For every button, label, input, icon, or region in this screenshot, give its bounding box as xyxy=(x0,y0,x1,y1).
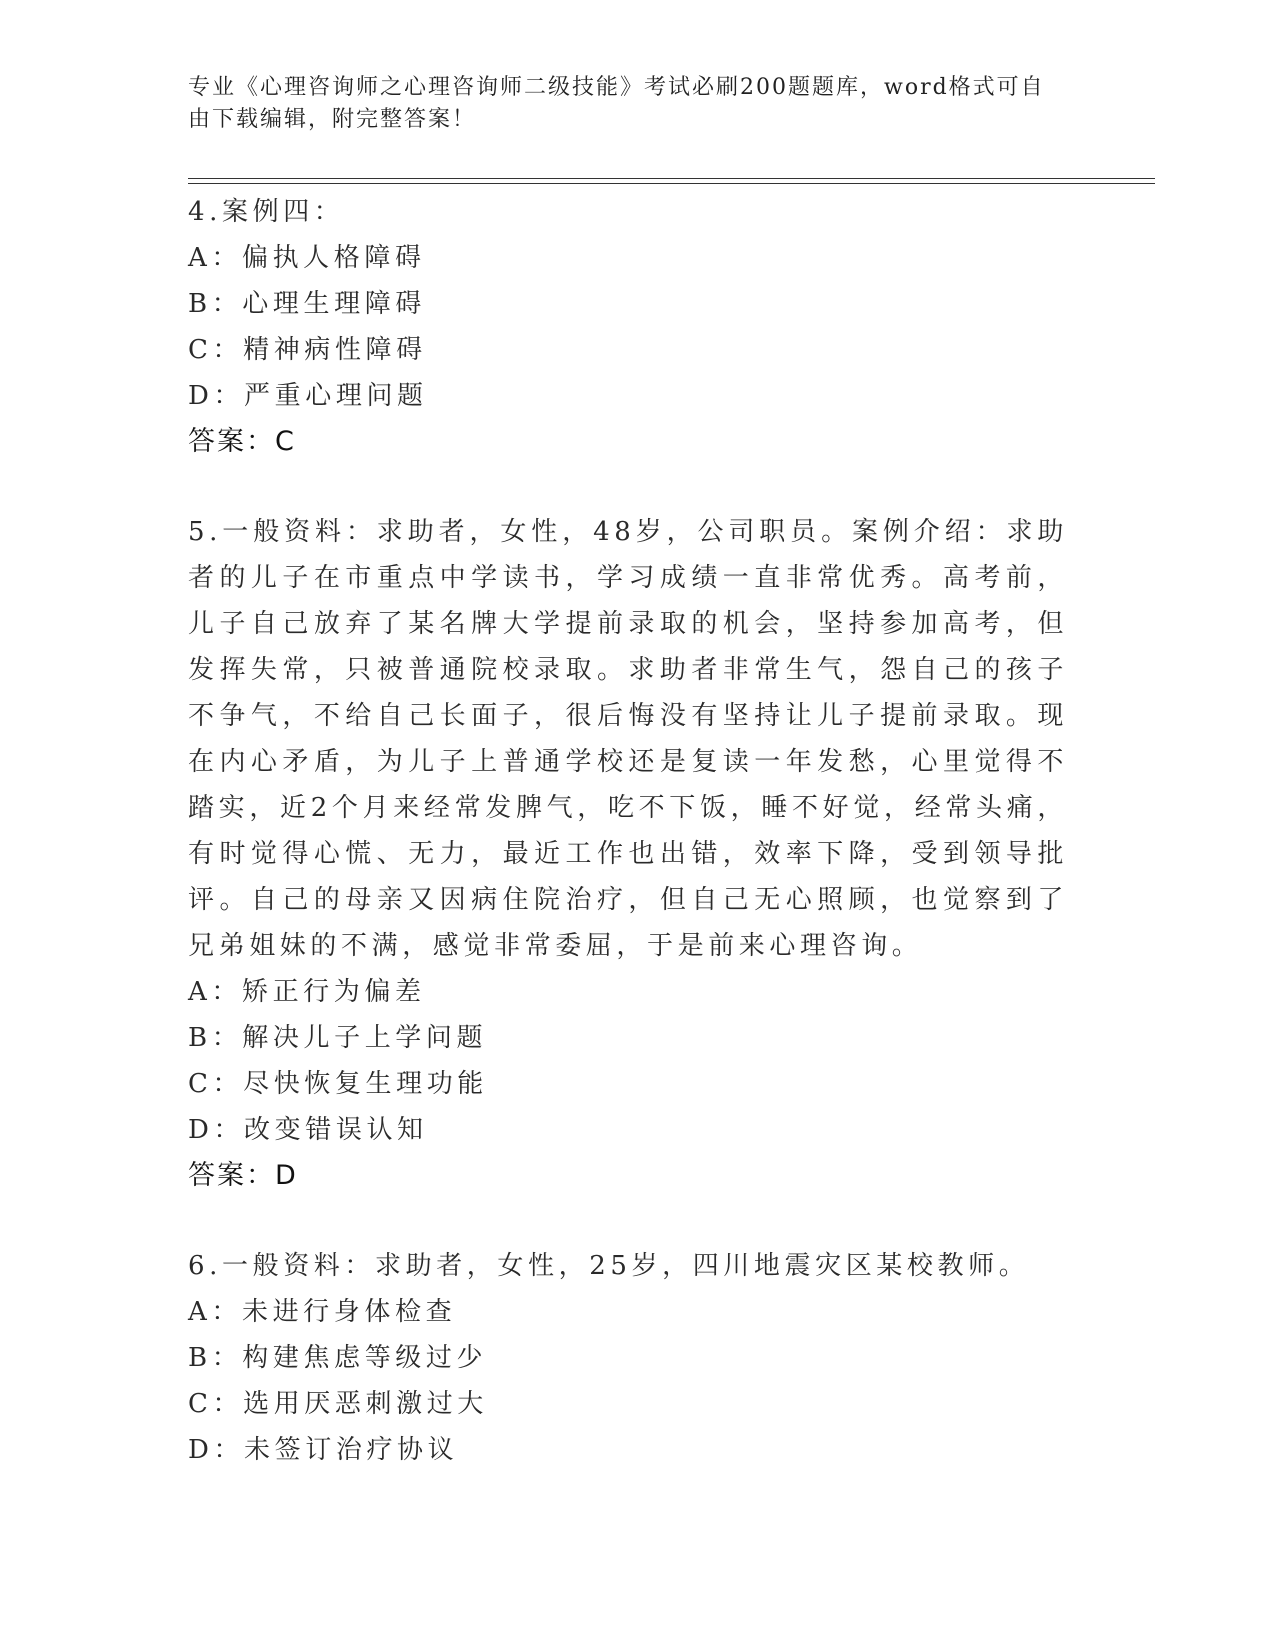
option-c: C：尽快恢复生理功能 xyxy=(188,1069,488,1099)
option-d: D：未签订治疗协议 xyxy=(188,1435,459,1465)
option-a: A：未进行身体检查 xyxy=(188,1297,457,1327)
header-divider-secondary xyxy=(188,183,1155,184)
page-header: 专业《心理咨询师之心理咨询师二级技能》考试必刷200题题库，word格式可自由下载编辑，附完整答案！ xyxy=(188,75,1045,132)
answer-label: 答案：D xyxy=(188,1160,298,1191)
option-b: B：构建焦虑等级过少 xyxy=(188,1343,488,1373)
option-a: A：矫正行为偏差 xyxy=(188,977,426,1007)
option-b: B：解决儿子上学问题 xyxy=(188,1023,488,1053)
question-5 xyxy=(188,509,1068,1199)
option-d: D：改变错误认知 xyxy=(188,1115,428,1145)
option-c: C：选用厌恶刺激过大 xyxy=(188,1389,488,1419)
spacer xyxy=(188,1199,1068,1243)
question-stem: 6.一般资料：求助者，女性，25岁，四川地震灾区某校教师。 xyxy=(188,1251,1030,1281)
spacer xyxy=(188,465,1068,509)
question-list xyxy=(188,189,1068,1473)
question-4 xyxy=(188,189,1068,465)
question-stem: 5.一般资料：求助者，女性，48岁，公司职员。案例介绍：求助者的儿子在市重点中学读书，学习成绩一直非常优秀。高考前，儿子自己放弃了某名牌大学提前录取的机会，坚持参加高考，但发挥失常，只被普通院校录取。求助者非常生气，怨自己的孩子不争气，不给自己长面子，很后悔没有坚持让儿子提前录取。现在内心矛盾，为儿子上普通学校还是复读一年发愁，心里觉得不踏实，近2个月来经常发脾气，吃不下饭，睡不好觉，经常头痛，有时觉得心慌、无力，最近工作也出错，效率下降，受到领导批评。自己的母亲又因病住院治疗，但自己无心照顾，也觉察到了兄弟姐妹的不满，感觉非常委屈，于是前来心理咨询。 xyxy=(188,517,1068,961)
option-a: A：偏执人格障碍 xyxy=(188,243,426,273)
question-6 xyxy=(188,1243,1068,1473)
answer-label: 答案：C xyxy=(188,426,296,457)
header-divider xyxy=(188,178,1155,179)
option-b: B：心理生理障碍 xyxy=(188,289,426,319)
option-d: D：严重心理问题 xyxy=(188,381,428,411)
question-stem: 4.案例四： xyxy=(188,197,345,227)
option-c: C：精神病性障碍 xyxy=(188,335,427,365)
